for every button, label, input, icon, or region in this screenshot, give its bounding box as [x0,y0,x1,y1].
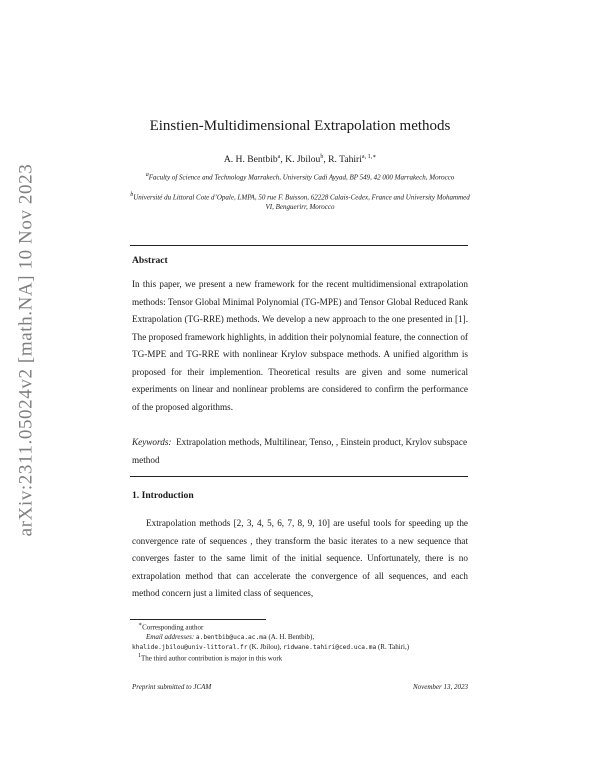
affiliation-text: Faculty of Science and Technology Marrakech, University Cadi Ayyad, BP 549, 42 000 Marrakech, Morocco [148,173,455,182]
affiliation-mark: b [130,192,134,198]
affiliation-mark: a [145,172,149,178]
arxiv-stamp [6,160,46,540]
affiliation-text: Université du Littoral Cote d’Opale, LMPA, 50 rue F. Buisson, 62228 Calais-Cedex, France and University Mohammed VI, Benguerirr, Morocco [133,193,470,211]
author-name: R. Tahiri [328,154,362,166]
email-address[interactable]: ridwane.tahiri@ced.uca.ma [283,643,377,651]
contribution-note: The third author contribution is major in this work [141,654,283,663]
footnotes [132,621,472,664]
introduction-text: Extrapolation methods [2, 3, 4, 5, 6, 7, 8, 9, 10] are useful tools for speeding up the convergence rate of sequences , they transform the basic iterates to a new sequence that converges faster to the same limit of the initial sequence. Unfortunately, there is no extrapolation method that can accelerate the convergence of all sequences, and each method concern just a limited class of sequences, [132,518,468,598]
paper-title: Einstien-Multidimensional Extrapolation methods [149,118,451,134]
author-mark: a [277,154,281,160]
email-address[interactable]: a.bentbib@uca.ac.ma [195,633,267,641]
keywords-label: Keywords: [132,437,172,447]
author-mark: b [320,154,324,160]
author-mark: a, 1,∗ [361,154,377,160]
abstract-heading: Abstract [132,255,168,266]
affiliation [130,171,470,183]
footnote-rule [130,619,266,620]
abstract-top-rule [130,245,468,246]
arxiv-stamp-text: arXiv:2311.05024v2 [math.NA] 10 Nov 2023 [15,163,36,537]
abstract-bottom-rule [130,476,468,477]
email-label: Email addresses: [146,632,195,641]
keywords [132,434,468,469]
abstract-text: In this paper, we present a new framework for the recent multidimensional extrapolation methods: Tensor Global Minimal Polynomial (TG-MPE) and Tensor Global Reduced Rank Extrapolation (TG-RRE) methods. We develop a new approach to the one presented in [1]. The proposed framework highlights, in addition their polynomial feature, the connection of TG-MPE and TG-RRE with nonlinear Krylov subspace methods. A unified algorithm is proposed for their implemention. Theoretical results are given and some numerical experiments on linear and nonlinear problems are considered to confirm the performance of the proposed algorithms. [132,279,468,412]
section-heading: 1. Introduction [132,490,194,501]
keywords-text: Extrapolation methods, Multilinear, Tenso, , Einstein product, Krylov subspace method [132,437,468,465]
corresponding-mark: ∗ [138,622,143,628]
corresponding-note: Corresponding author [142,623,204,632]
email-owner: (A. H. Bentbib), [268,632,315,641]
email-owner: (K. Jbilou), [249,642,282,651]
affiliation [130,191,470,213]
author-name: A. H. Bentbib [223,154,278,166]
email-owner: (R. Tahiri,) [377,642,410,651]
footer-date: November 13, 2023 [412,683,468,691]
author-list: A. H. Bentbib$^a$, K. Jbilou$^b$, R. Tahiri$^{a, 1,∗}$ [223,154,377,166]
author-name: K. Jbilou [285,154,321,166]
email-address[interactable]: khalide.jbilou@univ-littoral.fr [132,643,248,651]
footnote-mark: 1 [138,653,141,660]
preprint-note: Preprint submitted to JCAM [132,683,212,691]
